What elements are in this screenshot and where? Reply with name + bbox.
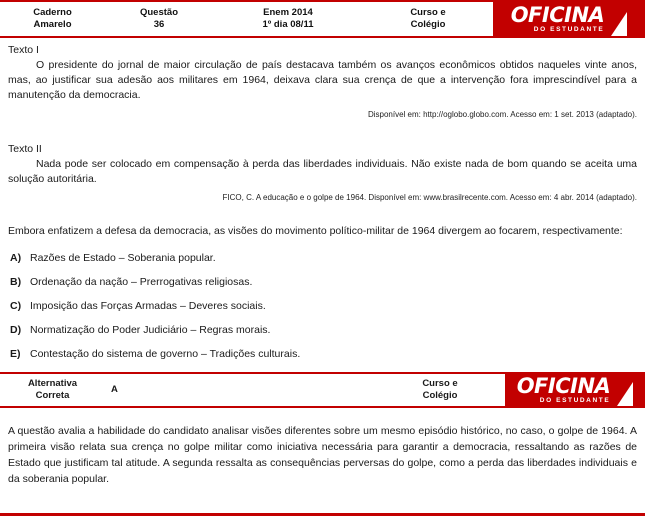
option-d-text: Normatização do Poder Judiciário – Regras morais. [30, 323, 271, 336]
header-caderno [0, 2, 105, 36]
option-a-text: Razões de Estado – Soberania popular. [30, 251, 216, 264]
texto2-label: Texto II [8, 142, 42, 155]
option-a-letter: A) [10, 251, 22, 264]
answer-curso-value: Colégio [422, 389, 458, 401]
header-caderno-value: Amarelo [33, 19, 72, 30]
answer-correct-letter: A [111, 383, 118, 395]
header-questao [105, 2, 213, 36]
logo-tagline-footer: DO ESTUDANTE [539, 396, 611, 404]
logo-text-block [510, 2, 611, 34]
logo-tagline: DO ESTUDANTE [533, 25, 605, 33]
answer-options-list [8, 252, 637, 360]
texto1-body: O presidente do jornal de maior circulação de país destacava também os avanços econômicos obtidos naqueles vinte anos, mas, ao justificar sua adesão aos militares em 1964, deixava clara sua crença de que a intervenção fora imprescindível para a manutenção da democracia. [8, 59, 637, 102]
question-statement: Embora enfatizem a defesa da democracia, as visões do movimento político-militar de 1964 divergem ao focarem, respectivamente: [8, 225, 623, 238]
header-curso [363, 2, 493, 36]
option-e-letter: E) [10, 347, 21, 360]
header-questao-value: 36 [153, 19, 165, 30]
texto1-label: Texto I [8, 44, 39, 56]
texto2-fonte: FICO, C. A educação e o golpe de 1964. Disponível em: www.brasilrecente.com. Acesso em: 4 abr. 2014 (adaptado). [222, 193, 637, 203]
brand-logo-header [493, 2, 645, 36]
answer-label-line2: Correta [35, 389, 70, 401]
spacer-1 [8, 119, 637, 141]
texto1-fonte: Disponível em: http://oglobo.globo.com. Acesso em: 1 set. 2013 (adaptado). [367, 109, 637, 119]
answer-label [0, 374, 105, 406]
document-header [0, 0, 645, 38]
header-exam-label: Enem 2014 [263, 7, 313, 19]
texto2-body: Nada pode ser colocado em compensação à perda das liberdades individuais. Não existe nada de bom quando se aceita uma solução autoritária. [8, 157, 637, 185]
logo-wordmark: OFICINA [510, 2, 605, 27]
option-d-letter: D) [10, 323, 22, 336]
option-c-text: Imposição das Forças Armadas – Deveres sociais. [30, 299, 266, 312]
brand-logo-footer [505, 374, 645, 406]
logo-text-block-footer [516, 373, 617, 405]
header-caderno-label: Caderno [33, 7, 72, 19]
option-e[interactable] [8, 348, 637, 360]
answer-band-spacer [225, 374, 375, 406]
option-e-text: Contestação do sistema de governo – Tradições culturais. [30, 347, 301, 360]
answer-header [0, 372, 645, 408]
header-curso-label: Curso e [410, 7, 446, 19]
option-b-letter: B) [10, 275, 22, 288]
header-exam [213, 2, 363, 36]
header-questao-label: Questão [139, 7, 178, 19]
option-a[interactable] [8, 252, 637, 264]
logo-wordmark-footer: OFICINA [516, 373, 611, 398]
header-exam-value: 1º dia 08/11 [262, 19, 314, 30]
header-curso-value: Colégio [410, 19, 446, 30]
answer-explanation: A questão avalia a habilidade do candidato analisar visões diferentes sobre um mesmo episódio histórico, no caso, o golpe de 1964. A primeira visão relata sua crença no golpe militar como iniciativa necessária para garantir a democracia, ressaltando as razões de Estado que justificam tal atitude. A segunda ressalta as consequências perversas do golpe, como a perda das liberdades individuais e da soberania popular. [8, 425, 637, 485]
option-b[interactable] [8, 276, 637, 288]
option-c[interactable] [8, 300, 637, 312]
option-b-text: Ordenação da nação – Prerrogativas religiosas. [30, 275, 253, 288]
question-content [0, 38, 645, 360]
option-c-letter: C) [10, 299, 22, 312]
answer-label-line1: Alternativa [27, 377, 78, 389]
answer-curso-label: Curso e [422, 377, 458, 389]
answer-curso [375, 374, 505, 406]
spacer-2 [8, 202, 637, 224]
logo-triangle-icon-footer [617, 382, 633, 406]
option-d[interactable] [8, 324, 637, 336]
logo-triangle-icon [611, 12, 627, 36]
